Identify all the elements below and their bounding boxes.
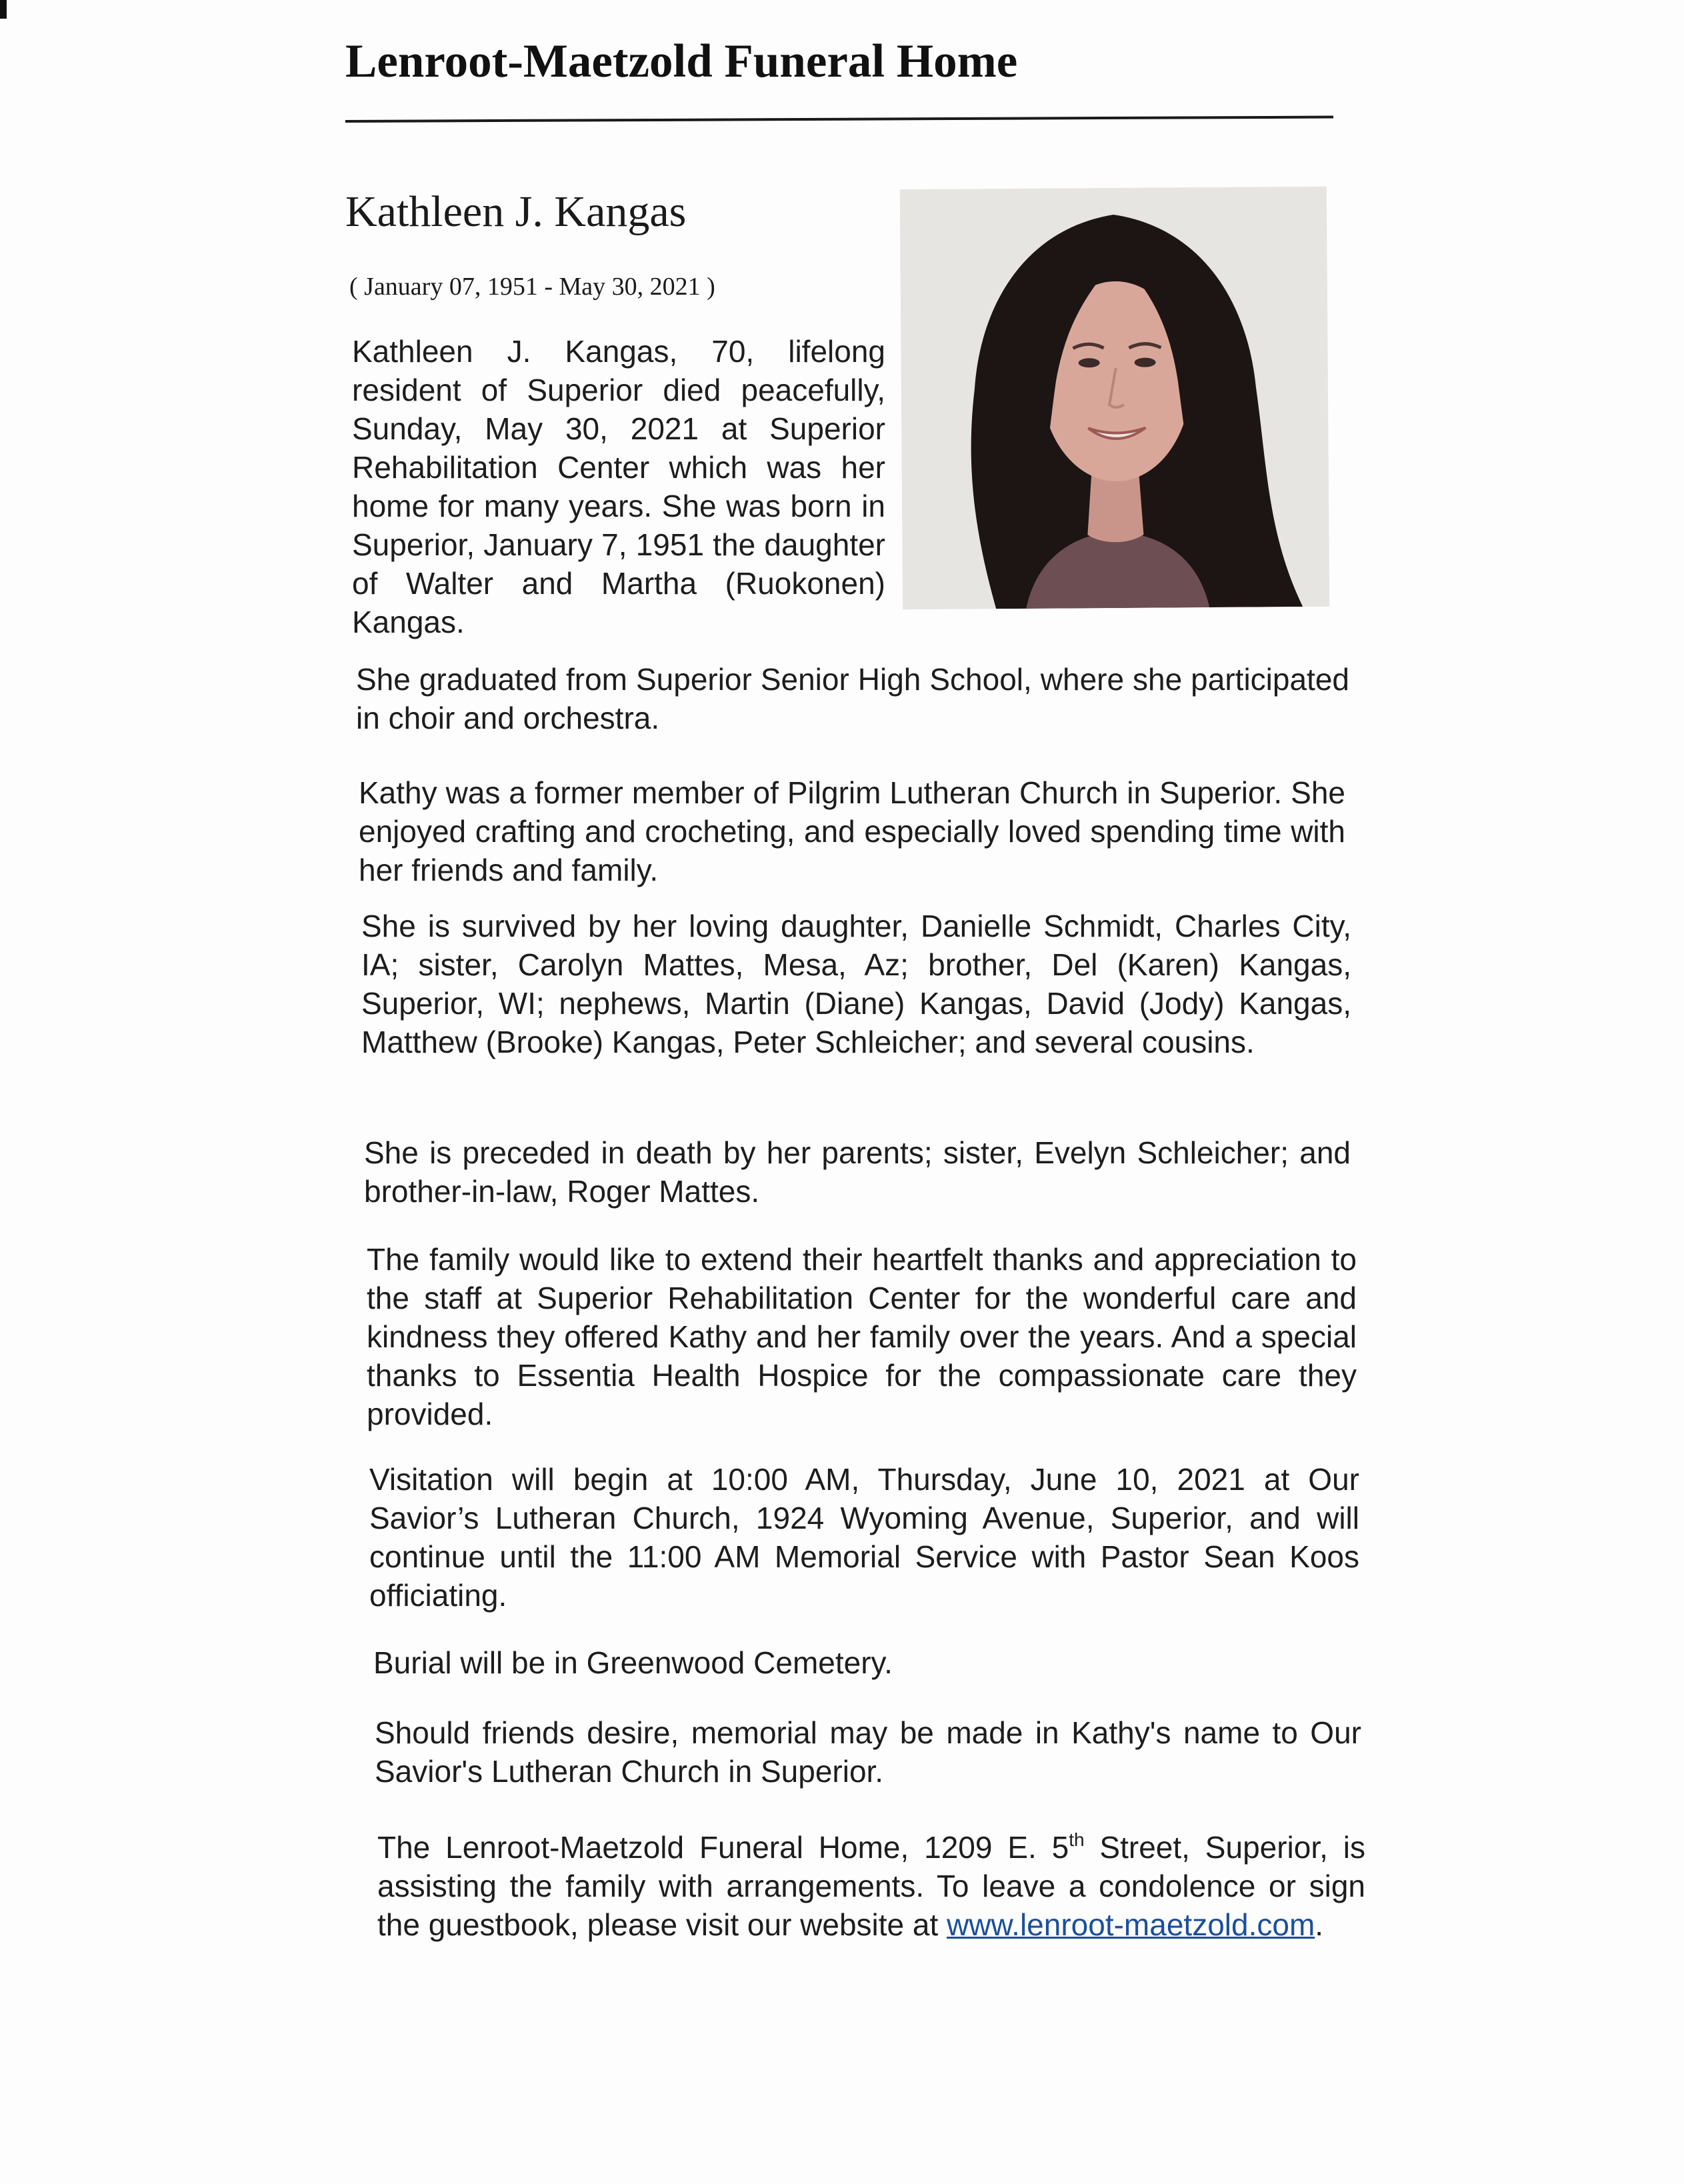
life-dates: ( January 07, 1951 - May 30, 2021 )	[349, 273, 715, 301]
visitation-paragraph: Visitation will begin at 10:00 AM, Thursday, June 10, 2021 at Our Savior’s Lutheran Church, 1924 Wyoming Avenue, Superior, and will continue until the 11:00 AM Memorial Service with Pastor Sean Koos officiating.	[369, 1462, 1359, 1613]
portrait-photo	[900, 187, 1329, 609]
portrait-icon	[900, 187, 1329, 609]
memorial-paragraph: Should friends desire, memorial may be made in Kathy's name to Our Savior's Lutheran Church in Superior.	[375, 1715, 1361, 1789]
education-paragraph: She graduated from Superior Senior High School, where she participated in choir and orchestra.	[356, 662, 1349, 735]
header-divider	[345, 116, 1333, 123]
survivors-paragraph: She is survived by her loving daughter, Danielle Schmidt, Charles City, IA; sister, Carolyn Mattes, Mesa, Az; brother, Del (Karen) Kangas, Superior, WI; nephews, Martin (Diane) Kangas, David (Jody) Kangas, Matthew (Brooke) Kangas, Peter Schleicher; and several cousins.	[361, 909, 1351, 1059]
intro-paragraph: Kathleen J. Kangas, 70, lifelong resident of Superior died peacefully, Sunday, May 30, 2021 at Superior Rehabilitation Center which was her home for many years. She was born in Superior, January 7, 1951 the daughter of Walter and Martha (Ruokonen) Kangas.	[352, 334, 885, 639]
burial-paragraph: Burial will be in Greenwood Cemetery.	[373, 1645, 893, 1680]
deceased-name: Kathleen J. Kangas	[345, 187, 687, 236]
ordinal-suffix: th	[1069, 1829, 1085, 1850]
church-paragraph: Kathy was a former member of Pilgrim Lutheran Church in Superior. She enjoyed crafting and crocheting, and especially loved spending time with her friends and family.	[359, 775, 1345, 887]
funeral-home-address: The Lenroot-Maetzold Funeral Home, 1209 E. 5	[377, 1830, 1069, 1865]
preceded-paragraph: She is preceded in death by her parents; sister, Evelyn Schleicher; and brother-in-law, Roger Mattes.	[364, 1135, 1351, 1209]
scan-edge-mark	[0, 0, 7, 19]
closing-period: .	[1315, 1907, 1324, 1942]
funeral-home-title: Lenroot-Maetzold Funeral Home	[345, 35, 1018, 87]
thanks-paragraph: The family would like to extend their heartfelt thanks and appreciation to the staff at Superior Rehabilitation Center for the wonderful care and kindness they offered Kathy and her family over the years. And a special thanks to Essentia Health Hospice for the compassionate care they provided.	[367, 1242, 1357, 1431]
funeral-home-paragraph	[377, 1828, 1365, 1944]
arrangements-text: Street, Superior, is assisting the family with arrangements. To leave a condolence or sign the guestbook, please visit our website at	[377, 1830, 1365, 1942]
website-link[interactable]: www.lenroot-maetzold.com	[947, 1907, 1315, 1942]
